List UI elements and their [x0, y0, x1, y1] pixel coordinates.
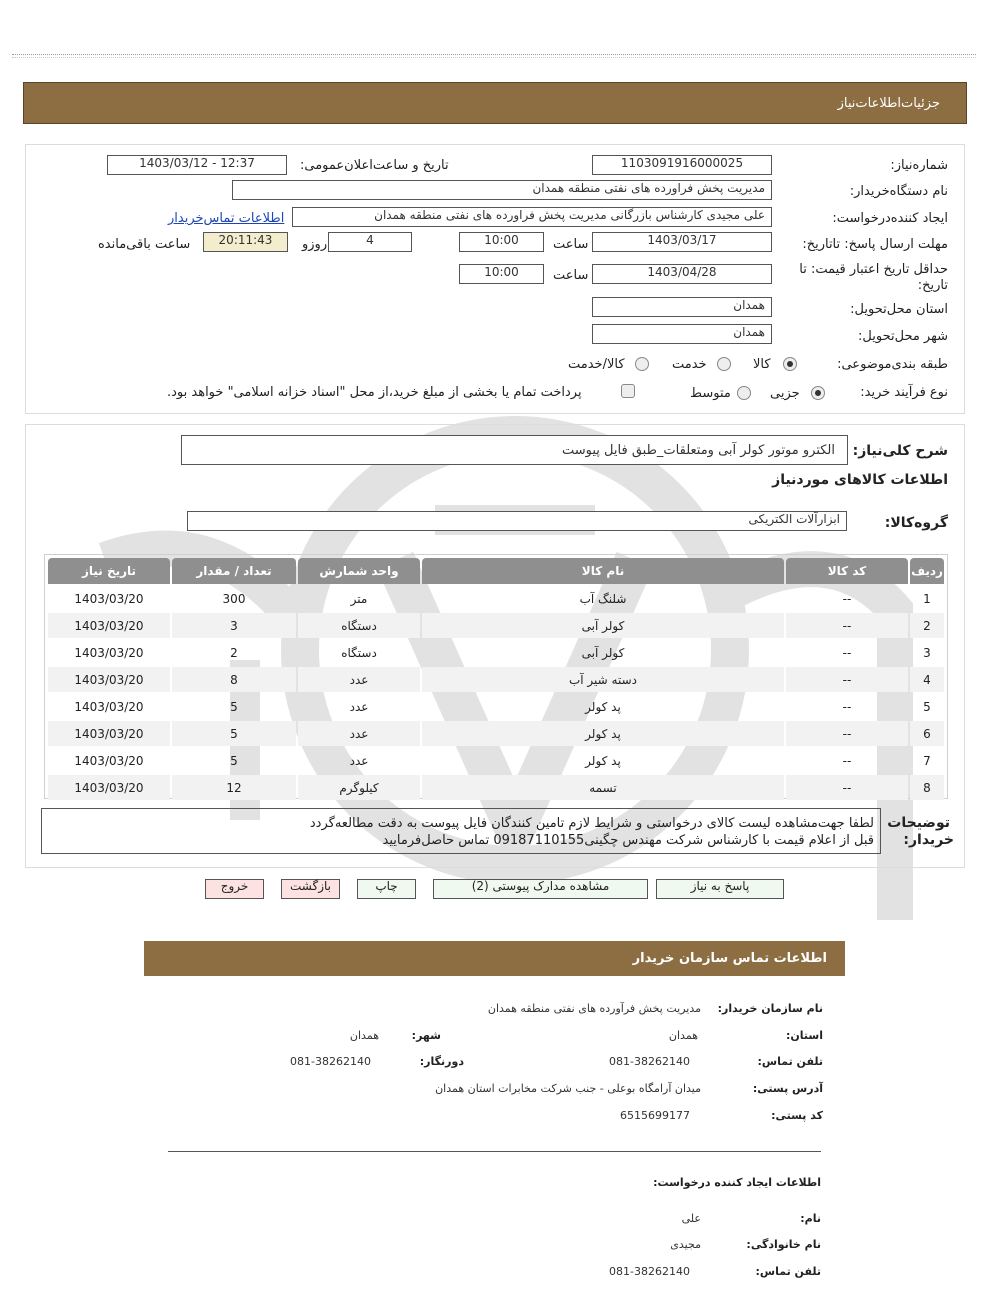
province-field: همدان: [592, 297, 772, 317]
treasury-payment-label: پرداخت تمام یا بخشی از مبلغ خرید،از محل "اسناد خزانه اسلامی" خواهد بود.: [167, 385, 582, 400]
col-name: نام کالا: [422, 558, 784, 584]
item-unit: دستگاه: [341, 645, 377, 660]
contact-phone-label: تلفن تماس:: [757, 1055, 823, 1068]
item-qty: 2: [230, 645, 238, 660]
category-both-label: کالا/خدمت: [568, 357, 625, 372]
item-date: 1403/03/20: [48, 775, 170, 800]
col-row: ردیف: [910, 558, 944, 584]
item-qty: 5: [230, 699, 238, 714]
need-number-label: شماره‌نیاز:: [890, 158, 948, 173]
item-name: پد کولر: [422, 721, 784, 746]
category-goods-label: کالا: [753, 357, 771, 372]
item-date: 1403/03/20: [48, 667, 170, 692]
item-name: تسمه: [422, 775, 784, 800]
exit-button[interactable]: خروج: [205, 879, 264, 899]
contact-org-label: نام سازمان خریدار:: [717, 1002, 823, 1015]
creator-field: علی مجیدی کارشناس بازرگانی مدیریت پخش فراورده های نفتی منطقه همدان: [292, 207, 772, 227]
item-unit: متر: [350, 591, 368, 606]
city-label: شهر محل‌تحویل:: [858, 329, 948, 344]
item-qty: 5: [172, 721, 296, 746]
item-unit: عدد: [349, 699, 369, 714]
price-validity-label: حداقل تاریخ اعتبار قیمت: تا تاریخ:: [799, 262, 948, 293]
buyer-contact-link[interactable]: اطلاعات تماس‌خریدار: [168, 211, 285, 226]
requester-family-label: نام خانوادگی:: [746, 1238, 821, 1251]
item-code: --: [842, 699, 852, 714]
process-minor-radio[interactable]: [811, 386, 825, 400]
item-unit: دستگاه: [298, 613, 420, 638]
contact-province-value: همدان: [668, 1029, 698, 1042]
contact-divider: [168, 1151, 821, 1152]
buyer-org-field: مدیریت پخش فراورده های نفتی منطقه همدان: [232, 180, 772, 200]
category-label: طبقه بندی‌موضوعی:: [837, 357, 948, 372]
row-number: 1: [923, 591, 931, 606]
item-code: --: [842, 645, 852, 660]
category-service-radio[interactable]: [717, 357, 731, 371]
item-qty: 8: [172, 667, 296, 692]
item-date: 1403/03/20: [48, 613, 170, 638]
item-code: --: [786, 667, 908, 692]
item-qty: 12: [172, 775, 296, 800]
item-name: پد کولر: [585, 753, 621, 768]
item-date: 1403/03/20: [74, 699, 144, 714]
days-label: روزو: [302, 237, 328, 252]
item-code: --: [786, 721, 908, 746]
requester-family-value: مجیدی: [670, 1238, 701, 1251]
requester-title: اطلاعات ایجاد کننده درخواست:: [653, 1176, 821, 1189]
item-code: --: [842, 591, 852, 606]
treasury-payment-checkbox[interactable]: [621, 384, 635, 398]
row-number: 8: [910, 775, 944, 800]
table-row: [48, 667, 944, 692]
reply-button[interactable]: پاسخ به نیاز: [656, 879, 784, 899]
creator-label: ایجاد کننده‌درخواست:: [832, 211, 948, 226]
item-qty: 5: [230, 753, 238, 768]
item-unit: کیلوگرم: [298, 775, 420, 800]
item-code: --: [786, 775, 908, 800]
item-qty: 3: [172, 613, 296, 638]
reply-date-field[interactable]: 1403/03/17: [592, 232, 772, 252]
item-date: 1403/03/20: [74, 591, 144, 606]
col-qty: تعداد / مقدار: [172, 558, 296, 584]
announce-label: تاریخ و ساعت‌اعلان‌عمومی:: [300, 158, 449, 173]
goods-group-field: ابزارآلات الکتریکی: [187, 511, 847, 531]
description-field: الکترو موتور کولر آبی ومتعلقات_طبق فایل پیوست: [181, 435, 848, 465]
requester-name-value: علی: [681, 1212, 701, 1225]
back-button[interactable]: بازگشت: [281, 879, 340, 899]
process-medium-radio[interactable]: [737, 386, 751, 400]
requester-phone-label: تلفن تماس:: [755, 1265, 821, 1278]
buyer-notes-line2: قبل از اعلام قیمت با کارشناس شرکت مهندس چگینی09187110155 تماس حاصل‌فرمایید: [382, 833, 874, 848]
announce-field: 1403/03/12 - 12:37: [107, 155, 287, 175]
attachments-button[interactable]: مشاهده مدارک پیوستی (2): [433, 879, 648, 899]
buyer-org-label: نام دستگاه‌خریدار:: [849, 184, 948, 199]
item-unit: عدد: [298, 667, 420, 692]
item-name: کولر آبی: [422, 613, 784, 638]
reply-time-field[interactable]: 10:00: [459, 232, 544, 252]
contact-address-label: آدرس پستی:: [752, 1082, 823, 1095]
contact-phone-value: 081-38262140: [609, 1055, 690, 1068]
price-validity-time-field[interactable]: 10:00: [459, 264, 544, 284]
category-service-label: خدمت: [672, 357, 707, 372]
item-name: شلنگ آب: [579, 591, 627, 606]
col-unit: واحد شمارش: [298, 558, 420, 584]
top-divider-secondary: [12, 57, 976, 58]
row-number: 2: [910, 613, 944, 638]
contact-province-label: استان:: [786, 1029, 823, 1042]
days-field: 4: [328, 232, 412, 252]
remaining-label: ساعت باقی‌مانده: [98, 237, 191, 252]
table-row: [48, 586, 944, 611]
top-divider: [12, 54, 976, 55]
category-goods-radio[interactable]: [783, 357, 797, 371]
need-number-field: 1103091916000025: [592, 155, 772, 175]
table-row: [48, 775, 944, 800]
table-row: [48, 694, 944, 719]
contact-address-value: میدان آرامگاه بوعلی - جنب شرکت مخابرات استان همدان: [435, 1082, 701, 1095]
buyer-notes-box: [41, 808, 881, 854]
category-both-radio[interactable]: [635, 357, 649, 371]
buyer-notes-label-line2: خریدار:: [903, 832, 954, 848]
contact-section-header: اطلاعات تماس سازمان خریدار: [144, 941, 845, 976]
table-row: [48, 640, 944, 665]
item-code: --: [842, 753, 852, 768]
city-field: همدان: [592, 324, 772, 344]
province-label: استان محل‌تحویل:: [850, 302, 948, 317]
contact-city-value: همدان: [349, 1029, 379, 1042]
items-header-row: [48, 558, 944, 584]
item-date: 1403/03/20: [48, 721, 170, 746]
row-number: 7: [923, 753, 931, 768]
col-date: تاریخ نیاز: [48, 558, 170, 584]
contact-postal-label: کد پستی:: [771, 1109, 823, 1122]
reply-deadline-label: مهلت ارسال پاسخ: تاتاریخ:: [802, 237, 948, 252]
table-row: [48, 748, 944, 773]
item-unit: عدد: [298, 721, 420, 746]
col-code: کد کالا: [786, 558, 908, 584]
item-code: --: [786, 613, 908, 638]
requester-phone-value: 081-38262140: [609, 1265, 690, 1278]
contact-fax-label: دورنگار:: [419, 1055, 464, 1068]
description-label: شرح کلی‌نیاز:: [852, 443, 948, 459]
contact-org-value: مدیریت پخش فرآورده های نفتی منطقه همدان: [487, 1002, 701, 1015]
row-number: 3: [923, 645, 931, 660]
print-button[interactable]: چاپ: [357, 879, 416, 899]
row-number: 5: [923, 699, 931, 714]
table-row: [48, 721, 944, 746]
contact-city-label: شهر:: [411, 1029, 441, 1042]
contact-fax-value: 081-38262140: [290, 1055, 371, 1068]
process-minor-label: جزیی: [770, 386, 800, 401]
table-row: [48, 613, 944, 638]
remaining-time-field: 20:11:43: [203, 232, 288, 252]
row-number: 6: [910, 721, 944, 746]
process-medium-label: متوسط: [690, 386, 731, 401]
goods-info-title: اطلاعات کالاهای موردنیاز: [772, 472, 948, 488]
page-header: جزئیات‌اطلاعات‌نیاز: [23, 82, 967, 124]
item-name: دسته شیر آب: [422, 667, 784, 692]
item-qty: 300: [222, 591, 246, 606]
price-validity-time-label: ساعت: [553, 268, 589, 283]
item-unit: عدد: [349, 753, 369, 768]
items-table: [46, 556, 946, 802]
item-date: 1403/03/20: [74, 645, 144, 660]
requester-name-label: نام:: [800, 1212, 821, 1225]
reply-time-label: ساعت: [553, 237, 589, 252]
process-label: نوع فرآیند خرید:: [860, 385, 948, 400]
contact-postal-value: 6515699177: [620, 1109, 690, 1122]
item-name: کولر آبی: [581, 645, 625, 660]
item-date: 1403/03/20: [74, 753, 144, 768]
buyer-notes-line1: لطفا جهت‌مشاهده لیست کالای درخواستی و شرایط لازم تامین کنندگان فایل پیوست به دقت مطالعه‌گردد: [309, 816, 874, 831]
row-number: 4: [910, 667, 944, 692]
buyer-notes-label-line1: توضیحات: [887, 815, 950, 831]
price-validity-date-field[interactable]: 1403/04/28: [592, 264, 772, 284]
goods-group-label: گروه‌کالا:: [884, 515, 948, 531]
item-name: پد کولر: [585, 699, 621, 714]
